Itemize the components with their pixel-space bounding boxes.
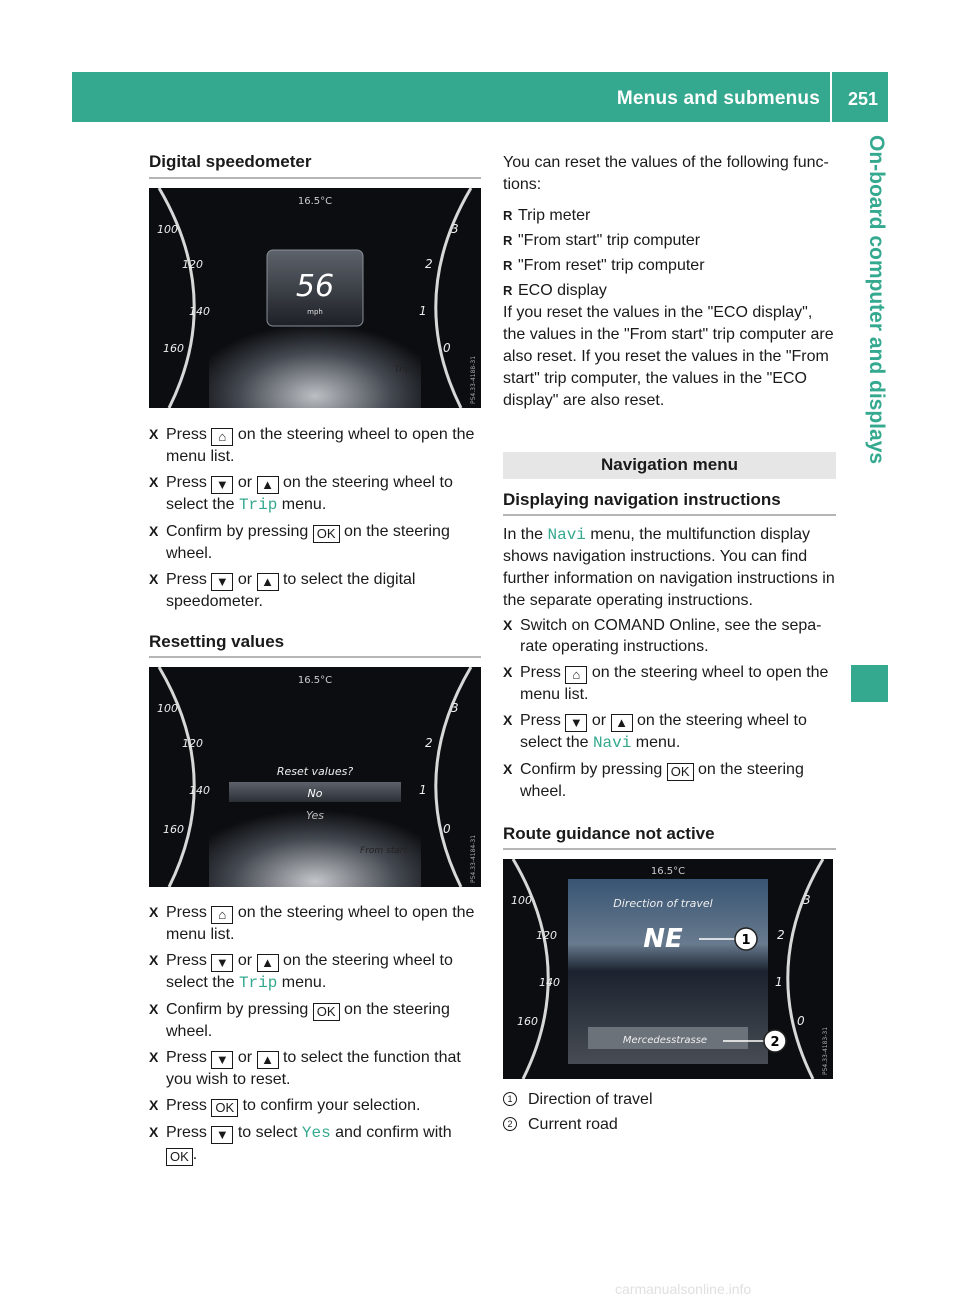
gauge-tick-160: 160 — [163, 823, 184, 836]
step-item: X Press OK to confirm your selection. — [149, 1097, 421, 1115]
chapter-tab: On-board computer and displays — [865, 135, 888, 465]
gauge-tick-2: 2 — [777, 928, 785, 942]
step-item: X Confirm by pressing OK on the steering wheel. — [149, 523, 450, 562]
callout-2: 2 — [770, 1035, 780, 1050]
home-key-icon: ⌂ — [211, 428, 233, 446]
menu-keyword: Navi — [547, 526, 586, 544]
steps-navigation — [503, 615, 836, 807]
temperature: 16.5°C — [297, 196, 333, 207]
option-no: No — [307, 787, 323, 800]
gauge-tick-1: 1 — [775, 975, 783, 989]
ok-key-icon: OK — [667, 763, 694, 781]
navigation-paragraph: In the Navi menu, the multifunction display shows navigation instructions. You can find further information on navigation instructions in the separate operating instructions. — [503, 526, 835, 609]
gauge-tick-140: 140 — [189, 784, 210, 797]
gauge-tick-140: 140 — [189, 305, 210, 318]
speed-unit: mph — [307, 308, 323, 316]
ok-key-icon: OK — [313, 1003, 340, 1021]
road-name: Mercedesstrasse — [622, 1035, 708, 1046]
section-rule — [503, 514, 836, 516]
legend-item: 1 Direction of travel — [503, 1087, 836, 1112]
gauge-tick-2: 2 — [425, 257, 433, 271]
gauge-tick-0: 0 — [443, 341, 451, 355]
step-item: X Press ▼ to select Yes and confirm with OK . — [149, 1124, 452, 1164]
home-key-icon: ⌂ — [211, 906, 233, 924]
figure-code: P54.33-4183-31 — [822, 1026, 829, 1075]
gauge-tick-1: 1 — [419, 304, 427, 318]
bullet-item: R Trip meter — [503, 207, 591, 224]
step-item: X Press ▼ or ▲ on the steering wheel to select the Trip menu. — [149, 952, 453, 992]
reset-question: Reset values? — [276, 765, 354, 778]
gauge-tick-100: 100 — [157, 223, 178, 236]
down-key-icon: ▼ — [211, 954, 233, 972]
gauge-tick-120: 120 — [182, 258, 203, 271]
gauge-tick-1: 1 — [419, 783, 427, 797]
reset-bullets — [503, 203, 836, 303]
heading-resetting-values: Resetting values — [149, 632, 285, 651]
step-item: X Press ▼ or ▲ on the steering wheel to select the Navi menu. — [503, 712, 807, 752]
direction-label: Direction of travel — [613, 897, 713, 910]
home-key-icon: ⌂ — [565, 666, 587, 684]
heading-route-guidance: Route guidance not active — [503, 824, 715, 843]
gauge-tick-3: 3 — [803, 893, 811, 907]
section-title: Menus and submenus — [616, 88, 820, 109]
temperature: 16.5°C — [297, 675, 333, 686]
up-key-icon: ▲ — [611, 714, 633, 732]
menu-keyword: Navi — [592, 734, 632, 752]
menu-keyword: Trip — [238, 496, 278, 514]
figure-route-guidance — [503, 859, 833, 1079]
gauge-tick-140: 140 — [539, 976, 560, 989]
chapter-tab-marker — [851, 665, 888, 702]
step-item: X Switch on COMAND Online, see the sepa-rate operating instructions. — [503, 617, 822, 655]
menu-keyword: Trip — [238, 974, 278, 992]
gauge-tick-160: 160 — [163, 342, 184, 355]
bullet-item: R ECO display — [503, 282, 607, 299]
steps-digital-speedometer — [149, 424, 481, 617]
reset-explanation: If you reset the values in the "ECO display", the values in the "From start" trip computer are also reset. If you reset the values in the "From start" trip computer, the values in the "ECO display" are also reset. — [503, 304, 834, 409]
gauge-tick-3: 3 — [451, 701, 459, 715]
reset-intro: You can reset the values of the following func-tions: — [503, 154, 829, 193]
display-label: Trip — [394, 365, 411, 375]
page-header — [72, 72, 888, 122]
header-divider — [830, 72, 832, 122]
down-key-icon: ▼ — [211, 573, 233, 591]
temperature: 16.5°C — [650, 866, 686, 877]
gauge-tick-100: 100 — [157, 702, 178, 715]
gauge-tick-100: 100 — [511, 894, 532, 907]
gauge-tick-3: 3 — [451, 222, 459, 236]
page-number: 251 — [847, 89, 878, 109]
bullet-item: R "From start" trip computer — [503, 232, 701, 249]
step-item: X Press ▼ or ▲ to select the digital speedometer. — [149, 571, 416, 610]
bullet-item: R "From reset" trip computer — [503, 257, 705, 274]
gauge-tick-160: 160 — [517, 1015, 538, 1028]
watermark: carmanualsonline.info — [615, 1281, 752, 1297]
gauge-tick-120: 120 — [182, 737, 203, 750]
callout-1: 1 — [741, 933, 751, 948]
figure-legend — [503, 1087, 836, 1137]
callout-number: 2 — [503, 1117, 517, 1131]
up-key-icon: ▲ — [257, 573, 279, 591]
heading-digital-speedometer: Digital speedometer — [149, 152, 312, 171]
ok-key-icon: OK — [313, 525, 340, 543]
step-item: X Press ⌂ on the steering wheel to open the menu list. — [503, 664, 829, 703]
gauge-tick-120: 120 — [536, 929, 557, 942]
step-item: X Confirm by pressing OK on the steering wheel. — [149, 1001, 450, 1040]
figure-digital-speedometer — [149, 188, 481, 408]
down-key-icon: ▼ — [211, 1126, 233, 1144]
down-key-icon: ▼ — [211, 1051, 233, 1069]
step-item: X Confirm by pressing OK on the steering wheel. — [503, 761, 804, 800]
up-key-icon: ▲ — [257, 476, 279, 494]
up-key-icon: ▲ — [257, 1051, 279, 1069]
gauge-tick-0: 0 — [797, 1014, 805, 1028]
steps-resetting-values — [149, 902, 481, 1171]
gauge-tick-0: 0 — [443, 822, 451, 836]
up-key-icon: ▲ — [257, 954, 279, 972]
step-item: X Press ⌂ on the steering wheel to open the menu list. — [149, 426, 475, 465]
section-rule — [149, 177, 481, 179]
down-key-icon: ▼ — [565, 714, 587, 732]
step-item: X Press ⌂ on the steering wheel to open the menu list. — [149, 904, 475, 943]
display-label: From start — [360, 846, 407, 856]
option-keyword: Yes — [301, 1124, 331, 1142]
speed-value: 56 — [295, 269, 335, 304]
ok-key-icon: OK — [211, 1099, 238, 1117]
figure-code: P54.33-4188-31 — [470, 355, 477, 404]
navigation-menu-band: Navigation menu — [503, 452, 836, 479]
section-rule — [503, 848, 836, 850]
option-yes: Yes — [305, 809, 325, 822]
ok-key-icon: OK — [166, 1148, 193, 1166]
figure-code: P54.33-4184-31 — [470, 834, 477, 883]
gauge-tick-2: 2 — [425, 736, 433, 750]
step-item: X Press ▼ or ▲ to select the function that you wish to reset. — [149, 1049, 461, 1088]
callout-number: 1 — [503, 1092, 517, 1106]
section-rule — [149, 656, 481, 658]
heading-navigation-instructions: Displaying navigation instructions — [503, 490, 781, 509]
figure-resetting-values — [149, 667, 481, 887]
down-key-icon: ▼ — [211, 476, 233, 494]
direction-value: NE — [643, 924, 683, 954]
legend-item: 2 Current road — [503, 1112, 836, 1137]
step-item: X Press ▼ or ▲ on the steering wheel to select the Trip menu. — [149, 474, 453, 514]
